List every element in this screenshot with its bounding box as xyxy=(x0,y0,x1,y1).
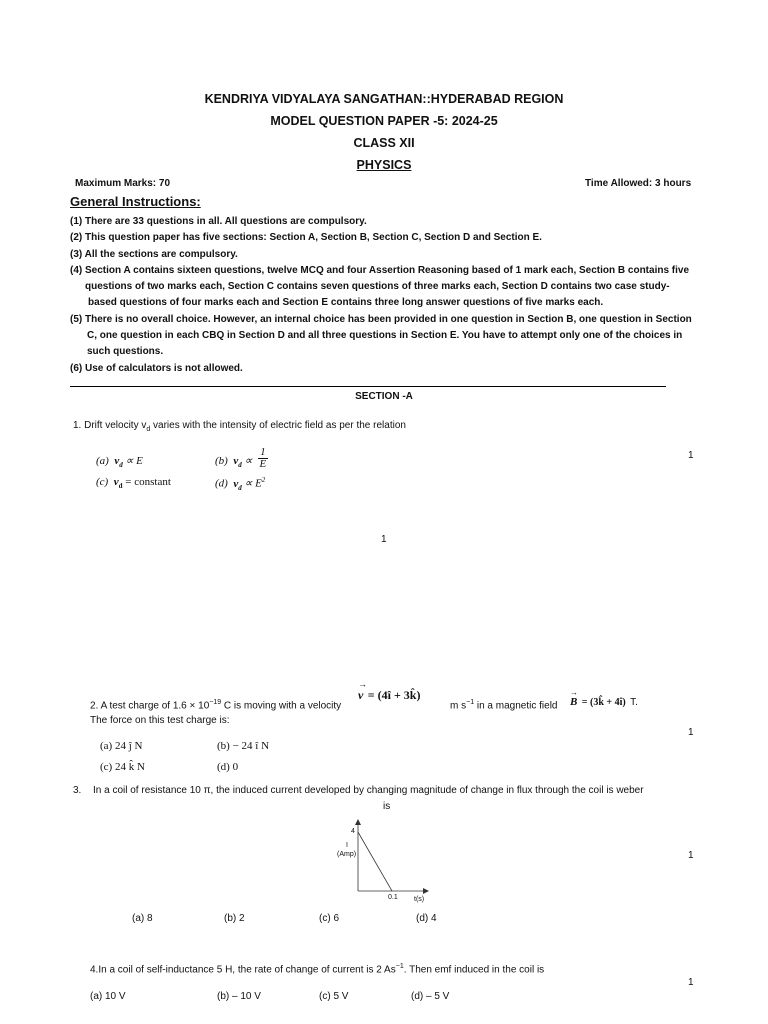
q1-option-d: (d) $v_d \propto E^2$ xyxy=(215,476,266,492)
q2-option-c: (c) 24 k̂ N xyxy=(100,761,145,773)
paper-heading: MODEL QUESTION PAPER -5: 2024-25 xyxy=(270,114,498,128)
instruction-item: (6) Use of calculators is not allowed. xyxy=(70,362,243,374)
current-time-graph xyxy=(320,818,430,908)
instruction-item: C, one question in each CBQ in Section D and all three questions in Section E. You have to attempt only one of the choices in xyxy=(87,330,683,342)
q2-units: m $s^{-1}$ in a magnetic field xyxy=(450,699,558,712)
max-marks: Maximum Marks: 70 xyxy=(75,178,171,189)
instructions-list xyxy=(70,214,710,377)
graph-svg xyxy=(320,818,430,908)
q3-option-a: (a) 8 xyxy=(132,913,153,924)
org-heading: KENDRIYA VIDYALAYA SANGATHAN::HYDERABAD REGION xyxy=(204,92,564,106)
q1-option-c: (c) $v_d$ = constant xyxy=(96,476,171,491)
q4-option-c: (c) 5 V xyxy=(319,991,349,1002)
class-heading: CLASS XII xyxy=(353,136,415,150)
instruction-item: (1) There are 33 questions in all. All questions are compulsory. xyxy=(70,216,367,227)
q3-option-b: (b) 2 xyxy=(224,913,245,924)
subject-heading: PHYSICS xyxy=(356,158,412,172)
q1-option-a: (a) $v_d \propto E$ xyxy=(96,455,143,470)
q3-marks: 1 xyxy=(688,850,694,861)
section-title: SECTION -A xyxy=(355,391,413,402)
q2-option-d: (d) 0 xyxy=(217,761,239,773)
instructions-title: General Instructions: xyxy=(70,194,201,209)
q3-option-c: (c) 6 xyxy=(319,913,339,924)
y-label-symbol: I xyxy=(346,842,348,849)
q4-text: 4.In a coil of self-inductance 5 H, the rate of change of current is 2 $As^{-1}$. Then emf induced in the coil is xyxy=(90,963,545,976)
q2-marks: 1 xyxy=(688,727,694,738)
q1-marks: 1 xyxy=(688,450,694,461)
y-axis-arrow xyxy=(355,819,361,825)
q2-text-a: 2. A test charge of $1.6 \times 10^{-19}$ C is moving with a velocity xyxy=(90,699,342,712)
q3-text: In a coil of resistance 10 π, the induced current developed by changing magnitude of change in flux through the coil is weber xyxy=(93,785,644,796)
q4-option-a: (a) 10 V xyxy=(90,991,126,1002)
q3-number: 3. xyxy=(73,785,82,796)
time-allowed: Time Allowed: 3 hours xyxy=(585,178,692,189)
q4-option-b: (b) – 10 V xyxy=(217,991,261,1002)
q3-text-is: is xyxy=(383,801,391,812)
instruction-item: (3) All the sections are compulsory. xyxy=(70,248,238,260)
q2-option-a: (a) 24 ĵ N xyxy=(100,740,143,752)
x-tick-label: 0.1 xyxy=(388,894,398,901)
instruction-item: (4) Section A contains sixteen questions, twelve MCQ and four Assertion Reasoning based of 1 mark each, Section B contains five xyxy=(70,264,690,276)
q4-option-d: (d) – 5 V xyxy=(411,991,450,1002)
page-number: 1 xyxy=(381,534,387,545)
y-tick-label: 4 xyxy=(351,828,355,835)
instruction-item: such questions. xyxy=(87,346,164,358)
q2-text-b: The force on this test charge is: xyxy=(90,715,230,726)
y-label-unit: (Amp) xyxy=(337,851,357,858)
section-divider xyxy=(70,386,666,387)
q4-marks: 1 xyxy=(688,977,694,988)
q3-option-d: (d) 4 xyxy=(416,913,437,924)
instruction-item: (5) There is no overall choice. However, an internal choice has been provided in one question in Section B, one question in Section xyxy=(70,313,692,325)
q2-field: → B = (3k̂ + 4î) T. xyxy=(570,688,638,708)
q1-text: 1. Drift velocity $v_d$ varies with the intensity of electric field as per the relation xyxy=(73,420,406,433)
current-line xyxy=(358,832,392,891)
q2-option-b: (b) − 24 î N xyxy=(217,740,270,752)
instruction-item: based questions of four marks each and Section E contains three long answer questions of five marks each. xyxy=(88,297,604,309)
instruction-item: questions of two marks each, Section C contains seven questions of three marks each, Section D contains two case study- xyxy=(85,281,670,293)
instruction-item: (2) This question paper has five sections: Section A, Section B, Section C, Section D and Section E. xyxy=(70,232,542,244)
x-axis-arrow xyxy=(423,888,429,894)
q1-option-b: (b) $v_d$ ∝ $\frac{1}{E}$ xyxy=(215,446,267,470)
q2-velocity: → v = (4î + 3k̂) xyxy=(358,679,421,702)
x-axis-label: t(s) xyxy=(414,896,425,903)
